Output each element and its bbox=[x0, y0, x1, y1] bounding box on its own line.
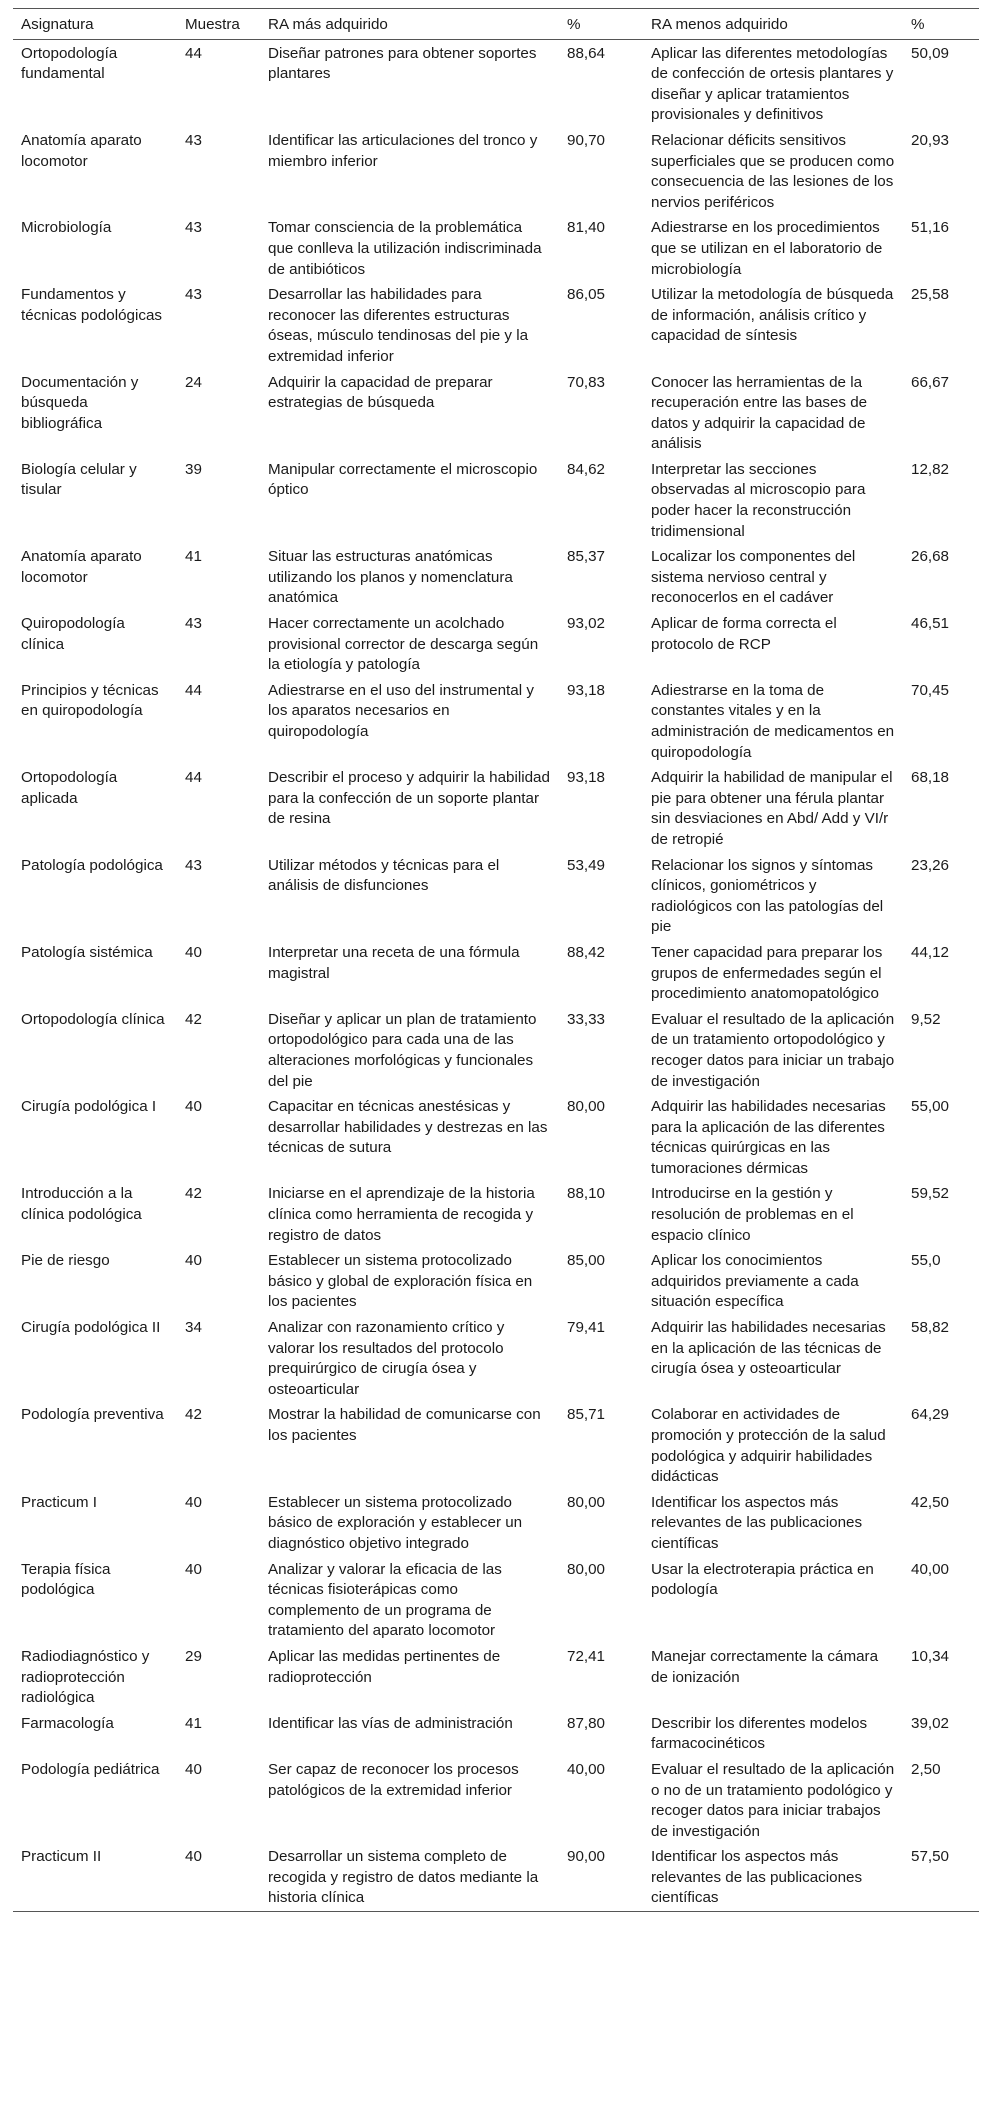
results-table-container bbox=[13, 8, 979, 1912]
cell-ra-menos: Identificar los aspectos más relevantes de las publicaciones científicas bbox=[651, 1493, 863, 1552]
cell-pct-mas: 79,41 bbox=[567, 1319, 606, 1337]
table-row bbox=[13, 543, 979, 610]
table-row bbox=[13, 1710, 979, 1756]
cell-ra-menos: Evaluar el resultado de la aplicación o no de un tratamiento podológico y recoger datos para iniciar trabajos de investigación bbox=[651, 1760, 895, 1840]
cell-ra-menos: Relacionar los signos y síntomas clínicos, goniométricos y radiológicos con las patologías del pie bbox=[651, 856, 884, 936]
table-row bbox=[13, 369, 979, 456]
cell-asignatura: Cirugía podológica II bbox=[21, 1319, 161, 1337]
cell-pct-mas: 84,62 bbox=[567, 460, 606, 478]
cell-pct-menos: 9,52 bbox=[911, 1010, 941, 1028]
cell-muestra: 39 bbox=[185, 460, 202, 478]
cell-muestra: 41 bbox=[185, 548, 202, 566]
cell-asignatura: Ortopodología clínica bbox=[21, 1010, 165, 1028]
cell-pct-menos: 20,93 bbox=[911, 131, 950, 149]
cell-pct-menos: 70,45 bbox=[911, 681, 950, 699]
cell-muestra: 40 bbox=[177, 1843, 260, 1911]
cell-asignatura: Podología pediátrica bbox=[21, 1760, 160, 1778]
cell-pct-menos: 23,26 bbox=[911, 856, 950, 874]
cell-ra-menos: Aplicar de forma correcta el protocolo de RCP bbox=[651, 615, 837, 653]
cell-asignatura: Farmacología bbox=[21, 1714, 114, 1732]
cell-pct-mas: 33,33 bbox=[567, 1010, 606, 1028]
cell-ra-mas: Situar las estructuras anatómicas utilizando los planos y nomenclatura anatómica bbox=[268, 548, 513, 607]
cell-ra-mas: Ser capaz de reconocer los procesos patológicos de la extremidad inferior bbox=[268, 1760, 519, 1799]
cell-asignatura: Terapia física podológica bbox=[21, 1560, 111, 1599]
cell-ra-mas: Diseñar y aplicar un plan de tratamiento ortopodológico para cada una de las alteraciones morfológicas y funcionales del pie bbox=[268, 1010, 537, 1090]
cell-ra-mas: Adquirir la capacidad de preparar estrategias de búsqueda bbox=[268, 373, 493, 412]
table-row bbox=[13, 1489, 979, 1556]
cell-muestra: 40 bbox=[185, 1493, 202, 1511]
table-row bbox=[13, 610, 979, 677]
cell-ra-menos: Interpretar las secciones observadas al microscopio para poder hacer la reconstrucción tridimensional bbox=[651, 460, 866, 540]
cell-muestra: 44 bbox=[185, 681, 202, 699]
cell-muestra: 43 bbox=[185, 286, 202, 304]
cell-ra-menos: Describir los diferentes modelos farmacocinéticos bbox=[651, 1714, 868, 1753]
table-row bbox=[13, 1556, 979, 1643]
header-ra-mas: RA más adquirido bbox=[260, 9, 559, 40]
cell-pct-mas: 93,18 bbox=[567, 681, 606, 699]
cell-pct-mas: 88,42 bbox=[567, 943, 606, 961]
cell-pct-mas: 86,05 bbox=[567, 286, 606, 304]
cell-ra-menos: Manejar correctamente la cámara de ionización bbox=[651, 1647, 879, 1686]
cell-ra-menos: Colaborar en actividades de promoción y protección de la salud podológica y adquirir habilidades didácticas bbox=[651, 1406, 886, 1486]
cell-ra-menos: Aplicar los conocimientos adquiridos previamente a cada situación específica bbox=[651, 1252, 859, 1311]
cell-pct-mas: 53,49 bbox=[567, 856, 606, 874]
table-row bbox=[13, 214, 979, 281]
cell-ra-mas: Identificar las articulaciones del tronco y miembro inferior bbox=[268, 131, 538, 170]
cell-pct-mas: 70,83 bbox=[567, 373, 606, 391]
cell-pct-mas: 72,41 bbox=[567, 1647, 606, 1665]
cell-ra-mas: Aplicar las medidas pertinentes de radioprotección bbox=[268, 1647, 501, 1686]
cell-muestra: 29 bbox=[185, 1647, 202, 1665]
cell-asignatura: Ortopodología aplicada bbox=[21, 769, 118, 807]
cell-pct-menos: 42,50 bbox=[911, 1493, 950, 1511]
cell-ra-mas: Iniciarse en el aprendizaje de la historia clínica como herramienta de recogida y registro de datos bbox=[268, 1185, 535, 1244]
table-row bbox=[13, 39, 979, 127]
cell-pct-mas: 80,00 bbox=[567, 1098, 606, 1116]
cell-ra-menos: Adiestrarse en los procedimientos que se utilizan en el laboratorio de microbiología bbox=[651, 219, 883, 278]
cell-muestra: 43 bbox=[185, 615, 202, 633]
cell-pct-mas: 88,64 bbox=[567, 44, 606, 62]
cell-pct-menos: 66,67 bbox=[911, 373, 950, 391]
table-row bbox=[13, 939, 979, 1006]
cell-pct-mas: 85,71 bbox=[567, 1406, 606, 1424]
table-row bbox=[13, 852, 979, 939]
cell-pct-menos: 40,00 bbox=[911, 1560, 950, 1578]
table-row bbox=[13, 1843, 979, 1911]
cell-ra-mas: Desarrollar un sistema completo de recogida y registro de datos mediante la historia clínica bbox=[260, 1843, 559, 1911]
header-pct-mas: % bbox=[559, 9, 643, 40]
cell-ra-menos: Adiestrarse en la toma de constantes vitales y en la administración de medicamentos en quiropodología bbox=[651, 681, 895, 761]
table-row bbox=[13, 1643, 979, 1710]
cell-muestra: 40 bbox=[185, 1252, 202, 1270]
cell-ra-mas: Identificar las vías de administración bbox=[268, 1714, 513, 1732]
cell-asignatura: Microbiología bbox=[21, 219, 112, 237]
cell-pct-mas: 93,18 bbox=[567, 769, 606, 787]
results-table bbox=[13, 8, 979, 1912]
cell-ra-menos: Utilizar la metodología de búsqueda de información, análisis crítico y capacidad de síntesis bbox=[651, 286, 894, 345]
table-row bbox=[13, 764, 979, 851]
cell-pct-menos: 12,82 bbox=[911, 460, 950, 478]
cell-muestra: 43 bbox=[185, 131, 202, 149]
cell-muestra: 40 bbox=[185, 1098, 202, 1116]
header-pct-menos: % bbox=[903, 9, 979, 40]
cell-ra-mas: Establecer un sistema protocolizado básico de exploración y establecer un diagnóstico objetivo integrado bbox=[268, 1493, 523, 1552]
cell-ra-menos: Adquirir las habilidades necesarias en la aplicación de las técnicas de cirugía ósea y osteoarticular bbox=[651, 1319, 886, 1378]
cell-muestra: 43 bbox=[185, 219, 202, 237]
cell-muestra: 40 bbox=[185, 1760, 202, 1778]
cell-ra-mas: Analizar y valorar la eficacia de las técnicas fisioterápicas como complemento de un programa de tratamiento del aparato locomotor bbox=[268, 1560, 502, 1640]
cell-pct-mas: 85,00 bbox=[567, 1252, 606, 1270]
table-row bbox=[13, 127, 979, 214]
cell-ra-menos: Tener capacidad para preparar los grupos de enfermedades según el procedimiento anatomopatológico bbox=[651, 943, 883, 1003]
cell-ra-mas: Hacer correctamente un acolchado provisional corrector de descarga según la etiología y patología bbox=[268, 615, 539, 674]
cell-muestra: 42 bbox=[185, 1010, 202, 1028]
cell-asignatura: Patología podológica bbox=[21, 856, 163, 874]
cell-pct-menos: 44,12 bbox=[911, 943, 950, 961]
cell-ra-menos: Introducirse en la gestión y resolución de problemas en el espacio clínico bbox=[651, 1185, 854, 1244]
cell-muestra: 43 bbox=[185, 856, 202, 874]
table-row bbox=[13, 1756, 979, 1843]
cell-pct-menos: 39,02 bbox=[911, 1714, 950, 1732]
cell-ra-mas: Establecer un sistema protocolizado básico y global de exploración física en los pacientes bbox=[268, 1252, 533, 1311]
table-row bbox=[13, 456, 979, 543]
table-row bbox=[13, 281, 979, 368]
cell-pct-mas: 80,00 bbox=[567, 1560, 606, 1578]
cell-ra-menos: Adquirir la habilidad de manipular el pie para obtener una férula plantar sin desviaciones en Abd/ Add y VI/r de retropié bbox=[651, 769, 893, 848]
cell-pct-menos: 59,52 bbox=[911, 1185, 950, 1203]
header-muestra: Muestra bbox=[177, 9, 260, 40]
cell-pct-menos: 25,58 bbox=[911, 286, 950, 304]
cell-pct-menos: 57,50 bbox=[903, 1843, 979, 1911]
cell-pct-mas: 87,80 bbox=[567, 1714, 606, 1732]
cell-ra-mas: Mostrar la habilidad de comunicarse con los pacientes bbox=[268, 1406, 541, 1444]
cell-pct-menos: 46,51 bbox=[911, 615, 950, 633]
cell-asignatura: Introducción a la clínica podológica bbox=[21, 1185, 142, 1224]
table-header bbox=[13, 9, 979, 40]
cell-asignatura: Principios y técnicas en quiropodología bbox=[21, 681, 159, 720]
cell-muestra: 34 bbox=[185, 1319, 202, 1337]
cell-pct-menos: 26,68 bbox=[911, 548, 950, 566]
cell-ra-mas: Desarrollar las habilidades para reconocer las diferentes estructuras óseas, músculo tendinosas del pie y la extremidad inferior bbox=[268, 286, 529, 365]
cell-asignatura: Anatomía aparato locomotor bbox=[21, 548, 142, 586]
cell-ra-menos: Adquirir las habilidades necesarias para la aplicación de las diferentes técnicas quirúrgicas en las tumoraciones dérmicas bbox=[651, 1098, 886, 1177]
header-ra-menos: RA menos adquirido bbox=[643, 9, 903, 40]
cell-muestra: 40 bbox=[185, 943, 202, 961]
cell-asignatura: Anatomía aparato locomotor bbox=[21, 131, 142, 170]
cell-asignatura: Documentación y búsqueda bibliográfica bbox=[21, 373, 139, 432]
cell-asignatura: Podología preventiva bbox=[21, 1406, 164, 1424]
cell-pct-mas: 80,00 bbox=[567, 1493, 606, 1511]
cell-asignatura: Biología celular y tisular bbox=[21, 460, 137, 499]
table-row bbox=[13, 1180, 979, 1247]
table-row bbox=[13, 1247, 979, 1314]
cell-ra-mas: Capacitar en técnicas anestésicas y desarrollar habilidades y destrezas en las técnicas de sutura bbox=[268, 1098, 548, 1157]
table-row bbox=[13, 1093, 979, 1180]
cell-pct-mas: 90,70 bbox=[567, 131, 606, 149]
cell-ra-menos: Identificar los aspectos más relevantes de las publicaciones científicas bbox=[643, 1843, 903, 1911]
header-row bbox=[13, 9, 979, 40]
cell-pct-menos: 68,18 bbox=[911, 769, 950, 787]
cell-asignatura: Patología sistémica bbox=[21, 943, 153, 961]
cell-ra-menos: Evaluar el resultado de la aplicación de un tratamiento ortopodológico y recoger datos para iniciar un trabajo de investigación bbox=[651, 1010, 895, 1090]
cell-asignatura: Radiodiagnóstico y radioprotección radiológica bbox=[21, 1647, 150, 1707]
cell-ra-mas: Tomar consciencia de la problemática que conlleva la utilización indiscriminada de antibióticos bbox=[268, 219, 542, 278]
table-row bbox=[13, 1401, 979, 1488]
cell-asignatura: Practicum I bbox=[21, 1493, 97, 1511]
cell-pct-menos: 55,00 bbox=[911, 1098, 950, 1116]
cell-pct-menos: 10,34 bbox=[911, 1647, 950, 1665]
cell-muestra: 24 bbox=[185, 373, 202, 391]
cell-pct-mas: 93,02 bbox=[567, 615, 606, 633]
cell-asignatura: Quiropodología clínica bbox=[21, 615, 125, 653]
cell-ra-mas: Manipular correctamente el microscopio óptico bbox=[268, 460, 538, 499]
cell-pct-mas: 90,00 bbox=[559, 1843, 643, 1911]
cell-ra-menos: Conocer las herramientas de la recuperación entre las bases de datos y adquirir la capacidad de análisis bbox=[651, 373, 868, 453]
cell-ra-mas: Utilizar métodos y técnicas para el análisis de disfunciones bbox=[268, 856, 500, 895]
cell-ra-mas: Describir el proceso y adquirir la habilidad para la confección de un soporte plantar de resina bbox=[268, 769, 550, 828]
cell-pct-mas: 81,40 bbox=[567, 219, 606, 237]
cell-muestra: 44 bbox=[185, 769, 202, 787]
cell-muestra: 44 bbox=[185, 44, 202, 62]
cell-asignatura: Ortopodología fundamental bbox=[21, 44, 118, 83]
table-row bbox=[13, 677, 979, 764]
cell-ra-menos: Localizar los componentes del sistema nervioso central y reconocerlos en el cadáver bbox=[651, 548, 856, 607]
cell-muestra: 42 bbox=[185, 1406, 202, 1424]
cell-ra-mas: Analizar con razonamiento crítico y valorar los resultados del protocolo prequirúrgico de cirugía ósea y osteoarticular bbox=[268, 1319, 505, 1398]
cell-pct-menos: 64,29 bbox=[911, 1406, 950, 1424]
cell-pct-mas: 85,37 bbox=[567, 548, 606, 566]
cell-ra-menos: Relacionar déficits sensitivos superficiales que se producen como consecuencia de las lesiones de los nervios periféricos bbox=[651, 131, 895, 211]
cell-ra-mas: Diseñar patrones para obtener soportes plantares bbox=[268, 44, 537, 83]
cell-pct-menos: 55,0 bbox=[911, 1252, 941, 1270]
cell-asignatura: Pie de riesgo bbox=[21, 1252, 110, 1270]
table-row bbox=[13, 1006, 979, 1093]
cell-pct-mas: 40,00 bbox=[567, 1760, 606, 1778]
cell-pct-menos: 58,82 bbox=[911, 1319, 950, 1337]
cell-pct-menos: 51,16 bbox=[911, 219, 950, 237]
cell-ra-mas: Adiestrarse en el uso del instrumental y los aparatos necesarios en quiropodología bbox=[268, 681, 534, 740]
cell-muestra: 42 bbox=[185, 1185, 202, 1203]
cell-asignatura: Cirugía podológica I bbox=[21, 1098, 157, 1116]
cell-ra-mas: Interpretar una receta de una fórmula magistral bbox=[268, 943, 520, 982]
table-row bbox=[13, 1314, 979, 1401]
header-asignatura: Asignatura bbox=[13, 9, 177, 40]
cell-pct-menos: 2,50 bbox=[911, 1760, 941, 1778]
cell-asignatura: Practicum II bbox=[13, 1843, 177, 1911]
cell-ra-menos: Usar la electroterapia práctica en podología bbox=[651, 1560, 874, 1599]
cell-muestra: 40 bbox=[185, 1560, 202, 1578]
cell-asignatura: Fundamentos y técnicas podológicas bbox=[21, 286, 162, 324]
table-body bbox=[13, 39, 979, 1911]
cell-ra-menos: Aplicar las diferentes metodologías de confección de ortesis plantares y diseñar y aplicar tratamientos provisionales y definitivos bbox=[651, 44, 894, 124]
cell-pct-menos: 50,09 bbox=[911, 44, 950, 62]
cell-muestra: 41 bbox=[185, 1714, 202, 1732]
cell-pct-mas: 88,10 bbox=[567, 1185, 606, 1203]
